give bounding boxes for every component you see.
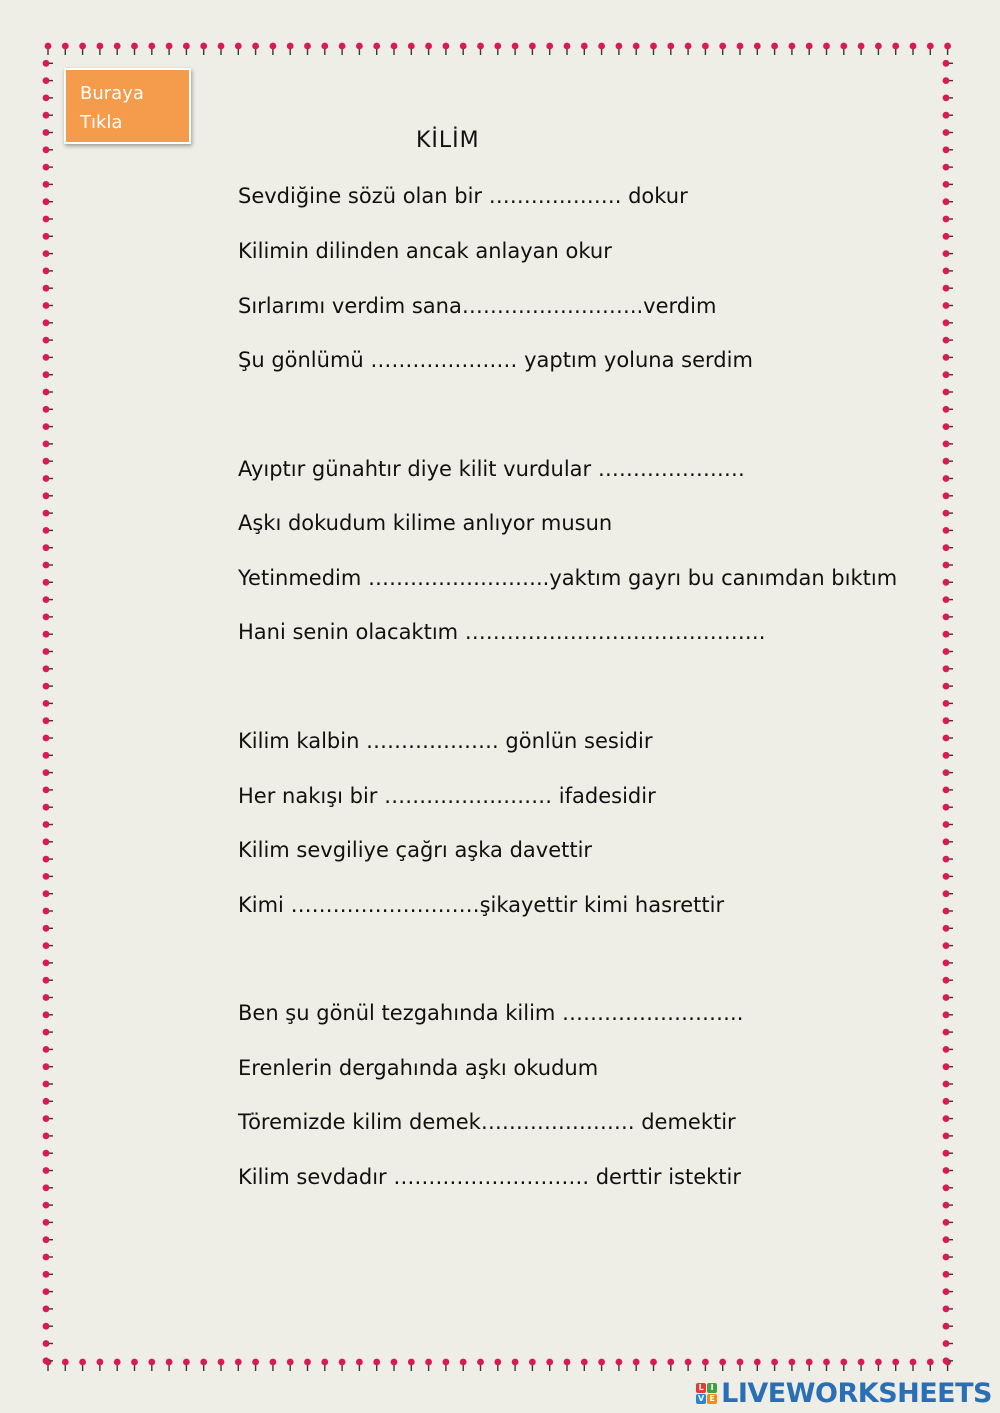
border-flower	[892, 1359, 899, 1371]
border-flower	[43, 164, 53, 171]
border-flower	[943, 1029, 953, 1036]
border-flower	[943, 60, 953, 67]
border-flower	[943, 1011, 953, 1018]
border-flower	[943, 77, 953, 84]
click-here-button[interactable]	[64, 68, 191, 144]
border-flower	[943, 198, 953, 205]
border-flower	[356, 1359, 363, 1371]
border-flower	[43, 95, 53, 102]
border-flower	[667, 43, 674, 55]
border-flower	[43, 700, 53, 707]
border-flower	[943, 890, 953, 897]
border-flower	[43, 268, 53, 275]
click-here-button-line1: Buraya	[80, 83, 144, 104]
border-flower	[494, 43, 501, 55]
border-flower	[321, 43, 328, 55]
border-flower	[43, 665, 53, 672]
border-flower	[910, 1359, 917, 1371]
border-flower	[943, 95, 953, 102]
border-flower	[943, 146, 953, 153]
border-flower	[943, 960, 953, 967]
border-flower	[43, 354, 53, 361]
border-flower	[43, 129, 53, 136]
border-flower	[943, 631, 953, 638]
border-flower	[218, 43, 225, 55]
border-flower	[304, 1359, 311, 1371]
border-flower	[43, 337, 53, 344]
border-flower	[943, 1340, 953, 1347]
border-flower	[943, 112, 953, 119]
border-flower	[43, 960, 53, 967]
border-flower	[840, 43, 847, 55]
border-flower	[546, 43, 553, 55]
border-flower	[43, 717, 53, 724]
border-flower	[943, 216, 953, 223]
border-flower	[564, 43, 571, 55]
border-flower	[719, 43, 726, 55]
border-flower	[943, 1046, 953, 1053]
border-flower	[43, 441, 53, 448]
border-flower	[43, 1340, 53, 1347]
border-flower	[62, 1359, 69, 1371]
border-flower	[943, 873, 953, 880]
border-flower	[702, 43, 709, 55]
border-flower	[43, 389, 53, 396]
border-flower	[943, 717, 953, 724]
border-flower	[943, 1063, 953, 1070]
border-flower	[943, 1098, 953, 1105]
border-flower	[97, 1359, 104, 1371]
border-flower	[943, 838, 953, 845]
border-flower	[943, 285, 953, 292]
border-flower	[235, 43, 242, 55]
border-flower	[754, 1359, 761, 1371]
border-flower	[892, 43, 899, 55]
border-flower	[443, 43, 450, 55]
border-flower	[43, 579, 53, 586]
border-flower	[943, 1323, 953, 1330]
border-flower	[43, 925, 53, 932]
border-flower	[943, 527, 953, 534]
border-flower	[408, 1359, 415, 1371]
border-flower	[633, 43, 640, 55]
border-flower	[43, 683, 53, 690]
border-flower	[252, 43, 259, 55]
border-flower	[719, 1359, 726, 1371]
border-flower	[943, 371, 953, 378]
border-flower	[789, 43, 796, 55]
border-flower	[43, 1184, 53, 1191]
poem-line: Ayıptır günahtır diye kilit vurdular …………………	[238, 457, 745, 481]
border-flower	[43, 614, 53, 621]
logo-letter: E	[707, 1394, 717, 1404]
border-flower	[771, 43, 778, 55]
border-flower	[43, 787, 53, 794]
border-flower	[943, 423, 953, 430]
border-flower	[218, 1359, 225, 1371]
border-flower	[183, 1359, 190, 1371]
border-flower	[43, 1167, 53, 1174]
border-flower	[43, 198, 53, 205]
border-flower	[943, 1288, 953, 1295]
border-flower	[943, 1202, 953, 1209]
logo-text: LIVEWORKSHEETS	[721, 1377, 992, 1409]
border-flower	[943, 164, 953, 171]
border-flower	[183, 43, 190, 55]
poem-line: Her nakışı bir …………………… ifadesidir	[238, 784, 656, 808]
border-flower	[43, 908, 53, 915]
border-flower	[373, 43, 380, 55]
border-flower	[616, 43, 623, 55]
border-flower	[43, 977, 53, 984]
poem-line: Sırlarımı verdim sana……………………..verdim	[238, 294, 717, 318]
border-flower	[823, 1359, 830, 1371]
border-flower	[43, 1011, 53, 1018]
border-flower	[806, 1359, 813, 1371]
border-flower	[148, 1359, 155, 1371]
border-flower	[425, 43, 432, 55]
border-flower	[737, 43, 744, 55]
border-flower	[943, 492, 953, 499]
border-flower	[270, 43, 277, 55]
border-flower	[943, 1133, 953, 1140]
liveworksheets-logo	[696, 1379, 992, 1407]
border-flower	[910, 43, 917, 55]
border-flower	[43, 596, 53, 603]
border-flower	[943, 977, 953, 984]
border-flower	[943, 614, 953, 621]
border-flower	[252, 1359, 259, 1371]
border-flower	[43, 1306, 53, 1313]
border-flower	[944, 43, 951, 55]
border-flower	[943, 994, 953, 1001]
border-flower	[737, 1359, 744, 1371]
poem-line: Sevdiğine sözü olan bir ………………. dokur	[238, 184, 688, 208]
border-flower	[43, 181, 53, 188]
border-flower	[287, 43, 294, 55]
border-flower	[43, 1046, 53, 1053]
poem-line: Şu gönlümü ………………… yaptım yoluna serdim	[238, 348, 753, 372]
border-flower	[581, 1359, 588, 1371]
border-flower	[564, 1359, 571, 1371]
border-flower	[43, 77, 53, 84]
border-flower	[943, 665, 953, 672]
border-flower	[43, 1115, 53, 1122]
border-flower	[650, 43, 657, 55]
border-flower	[616, 1359, 623, 1371]
border-flower	[943, 579, 953, 586]
border-flower	[166, 43, 173, 55]
border-flower	[943, 1236, 953, 1243]
border-flower	[943, 1115, 953, 1122]
border-flower	[546, 1359, 553, 1371]
border-flower	[943, 406, 953, 413]
poem-line: Yetinmedim ……………………..yaktım gayrı bu canımdan bıktım	[238, 566, 898, 590]
border-flower	[287, 1359, 294, 1371]
border-flower	[943, 700, 953, 707]
border-flower	[943, 821, 953, 828]
border-flower	[685, 43, 692, 55]
border-flower	[43, 319, 53, 326]
poem-line: Kilim kalbin ………………. gönlün sesidir	[238, 729, 653, 753]
border-flower	[131, 1359, 138, 1371]
border-flower	[43, 146, 53, 153]
border-flower	[943, 1271, 953, 1278]
border-flower	[943, 510, 953, 517]
border-flower	[875, 43, 882, 55]
border-flower	[43, 1098, 53, 1105]
border-flower	[43, 475, 53, 482]
logo-grid-icon	[696, 1383, 717, 1404]
border-flower	[943, 181, 953, 188]
border-flower	[43, 510, 53, 517]
border-flower	[43, 873, 53, 880]
border-flower	[754, 43, 761, 55]
border-flower	[943, 562, 953, 569]
border-flower	[43, 423, 53, 430]
poem-line: Kilim sevdadır ………………………. derttir istektir	[238, 1165, 742, 1189]
border-flower	[43, 1133, 53, 1140]
border-flower	[62, 43, 69, 55]
logo-letter: I	[707, 1383, 717, 1393]
border-flower	[943, 544, 953, 551]
border-flower	[43, 631, 53, 638]
border-flower	[667, 1359, 674, 1371]
border-flower	[43, 458, 53, 465]
border-flower	[943, 475, 953, 482]
border-flower	[43, 112, 53, 119]
border-flower	[43, 250, 53, 257]
border-flower	[840, 1359, 847, 1371]
border-flower	[391, 43, 398, 55]
border-flower	[685, 1359, 692, 1371]
border-flower	[702, 1359, 709, 1371]
border-flower	[460, 1359, 467, 1371]
border-flower	[943, 458, 953, 465]
border-flower	[943, 735, 953, 742]
border-flower	[339, 43, 346, 55]
border-flower	[943, 1306, 953, 1313]
border-flower	[43, 233, 53, 240]
border-flower	[633, 1359, 640, 1371]
logo-letter: L	[696, 1383, 706, 1393]
border-flower	[43, 1357, 53, 1364]
border-flower	[943, 354, 953, 361]
border-flower	[943, 596, 953, 603]
poem-line: Kimi ………………………şikayettir kimi hasrettir	[238, 893, 725, 917]
border-flower	[43, 994, 53, 1001]
border-flower	[43, 60, 53, 67]
border-flower	[943, 268, 953, 275]
border-flower	[943, 1254, 953, 1261]
border-flower	[943, 319, 953, 326]
poem-line: Kilim sevgiliye çağrı aşka davettir	[238, 838, 593, 862]
border-flower	[45, 43, 52, 55]
border-flower	[43, 285, 53, 292]
border-flower	[771, 1359, 778, 1371]
border-flower	[43, 1254, 53, 1261]
poem-line: Aşkı dokudum kilime anlıyor musun	[238, 511, 613, 535]
border-flower	[512, 43, 519, 55]
poem-line: Erenlerin dergahında aşkı okudum	[238, 1056, 599, 1080]
border-flower	[943, 856, 953, 863]
border-flower	[79, 1359, 86, 1371]
border-flower	[943, 1081, 953, 1088]
border-flower	[943, 337, 953, 344]
border-flower	[200, 1359, 207, 1371]
border-flower	[43, 492, 53, 499]
border-flower	[529, 1359, 536, 1371]
border-flower	[943, 769, 953, 776]
border-flower	[43, 752, 53, 759]
border-flower	[943, 250, 953, 257]
border-flower	[373, 1359, 380, 1371]
border-flower	[943, 908, 953, 915]
border-flower	[97, 43, 104, 55]
border-flower	[943, 302, 953, 309]
border-flower	[943, 1167, 953, 1174]
border-flower	[943, 683, 953, 690]
border-flower	[356, 43, 363, 55]
border-flower	[43, 735, 53, 742]
logo-letter: V	[698, 1394, 705, 1403]
border-flower	[512, 1359, 519, 1371]
border-flower	[943, 804, 953, 811]
border-flower	[858, 43, 865, 55]
border-flower	[43, 1029, 53, 1036]
border-flower	[806, 43, 813, 55]
border-flower	[200, 43, 207, 55]
border-flower	[875, 1359, 882, 1371]
border-flower	[43, 942, 53, 949]
border-flower	[789, 1359, 796, 1371]
border-flower	[43, 562, 53, 569]
border-flower	[304, 43, 311, 55]
border-flower	[43, 1288, 53, 1295]
border-flower	[43, 1219, 53, 1226]
border-flower	[114, 43, 121, 55]
poem-line: Hani senin olacaktım …………………………………….	[238, 620, 766, 644]
border-flower	[460, 43, 467, 55]
border-flower	[43, 1081, 53, 1088]
border-flower	[943, 925, 953, 932]
border-flower	[43, 1271, 53, 1278]
border-flower	[43, 1063, 53, 1070]
border-flower	[927, 1359, 934, 1371]
border-flower	[943, 787, 953, 794]
border-flower	[477, 43, 484, 55]
border-flower	[858, 1359, 865, 1371]
border-flower	[43, 216, 53, 223]
poem-title: KİLİM	[416, 128, 480, 153]
border-flower	[943, 1219, 953, 1226]
border-flower	[943, 1150, 953, 1157]
click-here-button-line2: Tıkla	[80, 112, 123, 133]
border-flower	[477, 1359, 484, 1371]
border-flower	[943, 752, 953, 759]
border-flower	[43, 406, 53, 413]
border-flower	[443, 1359, 450, 1371]
border-flower	[43, 527, 53, 534]
border-flower	[235, 1359, 242, 1371]
border-flower	[43, 1236, 53, 1243]
border-flower	[598, 1359, 605, 1371]
poem-line: Töremizde kilim demek…………………. demektir	[238, 1110, 736, 1134]
border-flower	[927, 43, 934, 55]
border-flower	[494, 1359, 501, 1371]
border-flower	[43, 804, 53, 811]
border-flower	[43, 371, 53, 378]
border-flower	[43, 544, 53, 551]
border-flower	[943, 233, 953, 240]
border-flower	[943, 942, 953, 949]
border-flower	[943, 1184, 953, 1191]
border-flower	[339, 1359, 346, 1371]
border-flower	[43, 1202, 53, 1209]
poem-line: Ben şu gönül tezgahında kilim ……………………..	[238, 1001, 744, 1025]
border-flower	[943, 1357, 953, 1364]
border-flower	[581, 43, 588, 55]
border-flower	[943, 129, 953, 136]
border-flower	[114, 1359, 121, 1371]
border-flower	[79, 43, 86, 55]
border-flower	[270, 1359, 277, 1371]
border-flower	[529, 43, 536, 55]
border-flower	[43, 838, 53, 845]
border-flower	[321, 1359, 328, 1371]
border-flower	[43, 890, 53, 897]
border-flower	[943, 389, 953, 396]
border-flower	[43, 1323, 53, 1330]
border-flower	[650, 1359, 657, 1371]
border-flower	[425, 1359, 432, 1371]
border-flower	[43, 856, 53, 863]
poem-line: Kilimin dilinden ancak anlayan okur	[238, 239, 612, 263]
border-flower	[43, 302, 53, 309]
border-flower	[823, 43, 830, 55]
border-flower	[943, 648, 953, 655]
border-flower	[943, 441, 953, 448]
border-flower	[131, 43, 138, 55]
border-flower	[598, 43, 605, 55]
border-flower	[43, 821, 53, 828]
border-flower	[391, 1359, 398, 1371]
border-flower	[43, 1150, 53, 1157]
border-flower	[166, 1359, 173, 1371]
border-flower	[43, 648, 53, 655]
border-flower	[408, 43, 415, 55]
border-flower	[43, 769, 53, 776]
border-flower	[148, 43, 155, 55]
